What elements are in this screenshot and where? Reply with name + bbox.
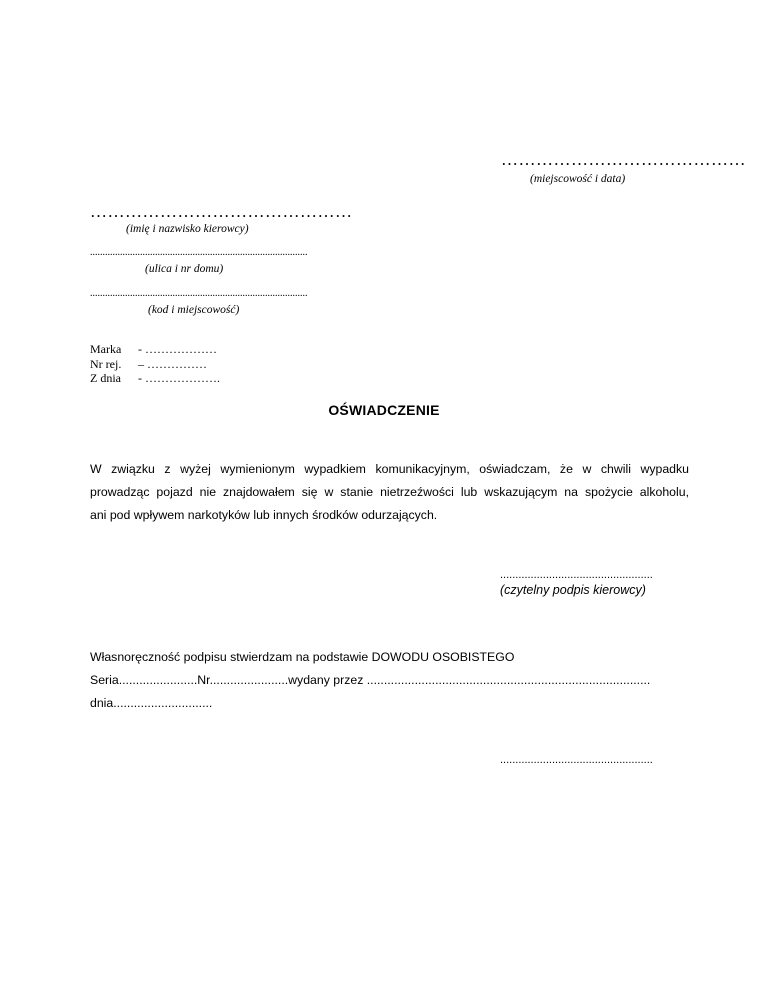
vehicle-row-z-dnia xyxy=(90,371,220,386)
vehicle-details xyxy=(90,342,220,386)
official-signature-dots: .................................................. xyxy=(500,754,653,766)
place-date-dots: …………………………………… xyxy=(501,150,746,169)
verification-line-3: dnia............................. xyxy=(90,696,213,710)
z-dnia-value: - ………………. xyxy=(138,371,220,385)
driver-signature-caption: (czytelny podpis kierowcy) xyxy=(500,583,646,597)
city-caption: (kod i miejscowość) xyxy=(148,304,240,316)
marka-label: Marka xyxy=(90,342,122,356)
statement-line-3: ani pod wpływem narkotyków lub innych środków odurzających. xyxy=(90,508,438,522)
driver-name-caption: (imię i nazwisko kierowcy) xyxy=(126,223,249,235)
statement-line-2: prowadząc pojazd nie znajdowałem się w stanie nietrzeźwości lub wskazującym na spożycie alkoholu, xyxy=(90,485,689,499)
document-title: OŚWIADCZENIE xyxy=(328,402,440,418)
marka-value: - ……………… xyxy=(138,342,217,356)
statement-line-1: W związku z wyżej wymienionym wypadkiem komunikacyjnym, oświadczam, że w chwili wypadku xyxy=(90,462,689,476)
vehicle-row-marka xyxy=(90,342,220,357)
verification-line-2: Seria.......................Nr.......................wydany przez ................................................................................... xyxy=(90,673,651,687)
nr-rej-label: Nr rej. xyxy=(90,356,122,371)
street-caption: (ulica i nr domu) xyxy=(145,263,224,275)
statement-paragraph xyxy=(90,458,689,527)
verification-line-1: Własnoręczność podpisu stwierdzam na podstawie DOWODU OSOBISTEGO xyxy=(90,650,515,664)
place-date-caption: (miejscowość i data) xyxy=(530,173,626,185)
nr-rej-value: – …………… xyxy=(138,356,207,371)
z-dnia-label: Z dnia xyxy=(90,371,121,385)
driver-signature-dots: .................................................. xyxy=(500,569,653,581)
driver-name-dots: ……………………………………… xyxy=(90,202,353,221)
vehicle-row-nr-rej xyxy=(90,357,220,372)
street-dots: ....................................................................................... xyxy=(90,247,308,258)
city-dots: ....................................................................................... xyxy=(90,288,308,299)
